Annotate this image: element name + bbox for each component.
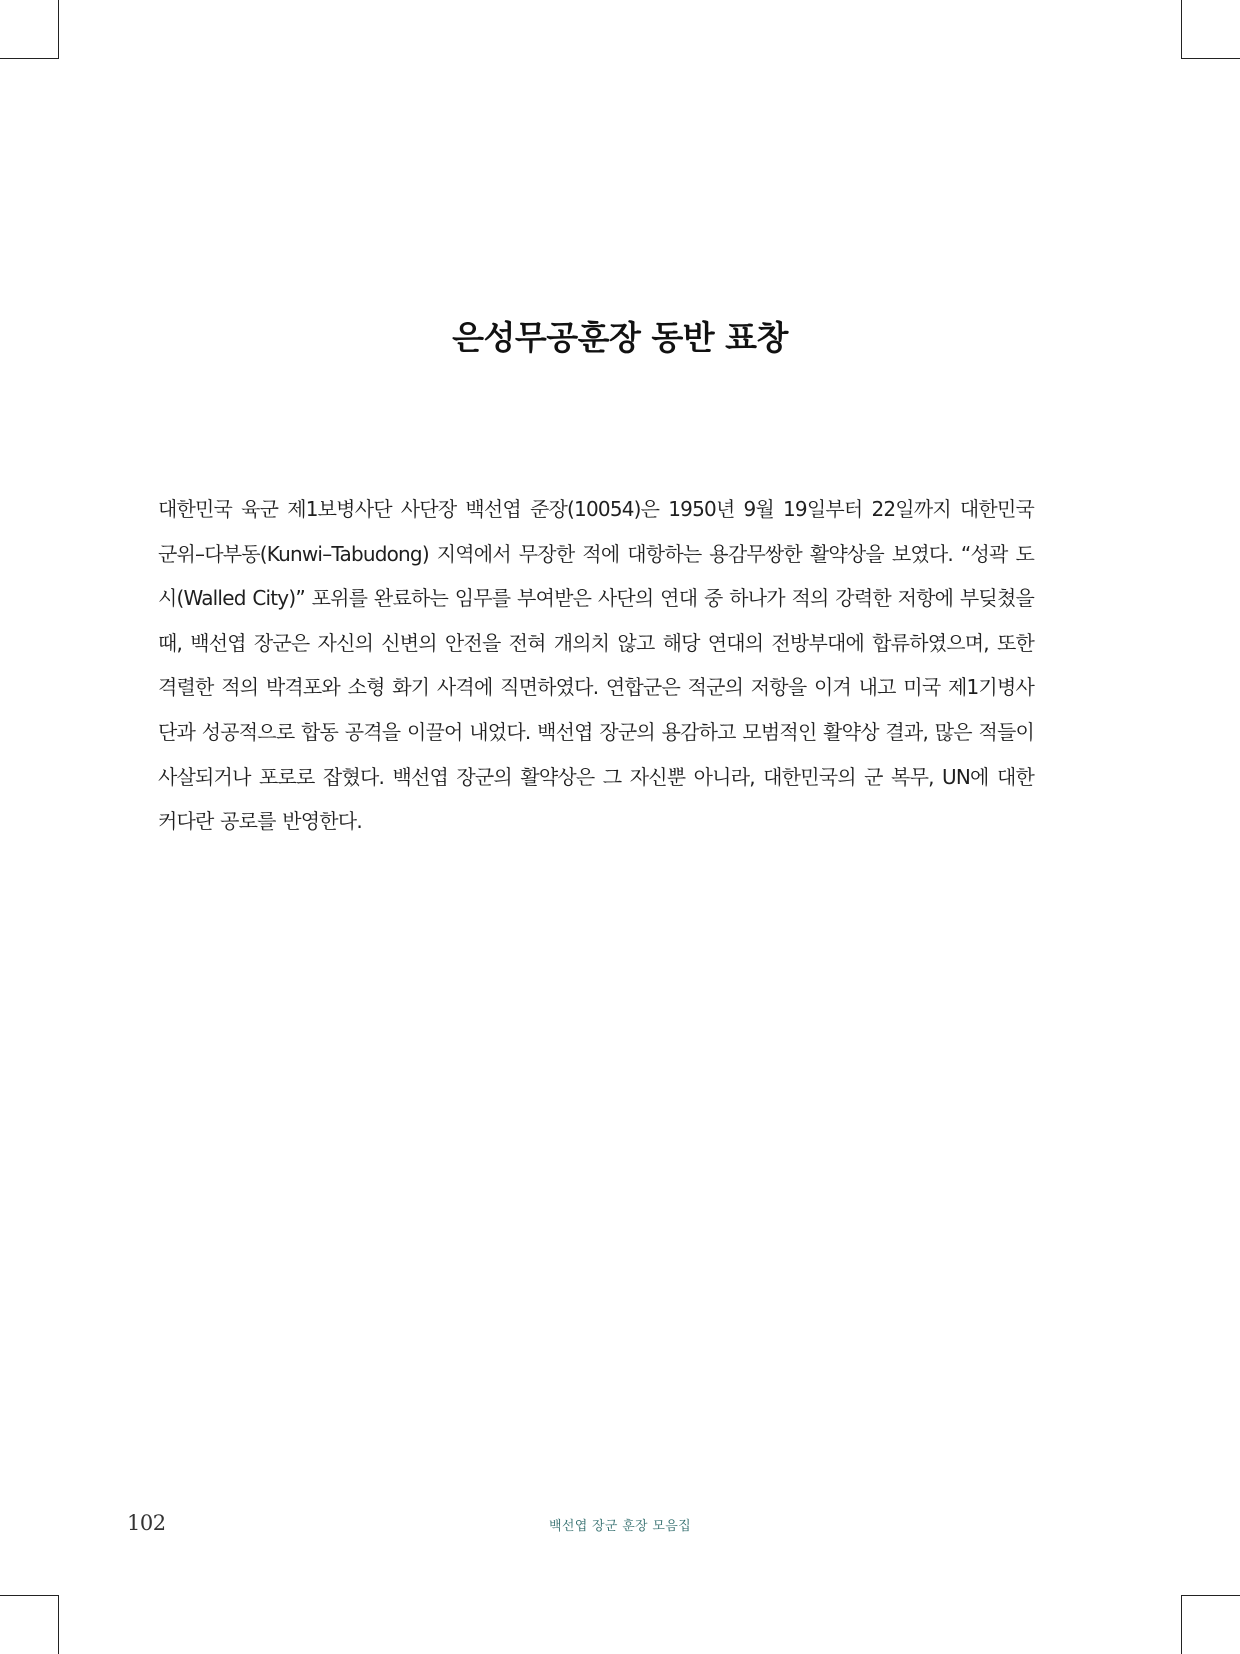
crop-mark-top-left-vertical <box>58 0 59 59</box>
crop-mark-top-left-horizontal <box>0 58 59 59</box>
crop-mark-bottom-right-vertical <box>1181 1595 1182 1654</box>
crop-mark-top-right-horizontal <box>1181 58 1240 59</box>
running-footer-title: 백선엽 장군 훈장 모음집 <box>549 1519 691 1534</box>
citation-body: 대한민국 육군 제1보병사단 사단장 백선엽 준장(10054)은 1950년 9월 19일부터 22일까지 대한민국 군위–다부동(Kunwi–Tabudong) 지역에서 무장한 적에 대항하는 용감무쌍한 활약상을 보였다. “성곽 도시(Walled City)” 포위를 완료하는 임무를 부여받은 사단의 연대 중 하나가 적의 강력한 저항에 부딪쳤을 때, 백선엽 장군은 자신의 신변의 안전을 전혀 개의치 않고 해당 연대의 전방부대에 합류하였으며, 또한 격렬한 적의 박격포와 소형 화기 사격에 직면하였다. 연합군은 적군의 저항을 이겨 내고 미국 제1기병사단과 성공적으로 합동 공격을 이끌어 내었다. 백선엽 장군의 용감하고 모범적인 활약상 결과, 많은 적들이 사살되거나 포로로 잡혔다. 백선엽 장군의 활약상은 그 자신뿐 아니라, 대한민국의 군 복무, UN에 대한 커다란 공로를 반영한다. <box>158 497 1034 834</box>
page-title: 은성무공훈장 동반 표창 <box>452 318 788 357</box>
crop-mark-top-right-vertical <box>1181 0 1182 59</box>
page-number: 102 <box>127 1511 166 1535</box>
crop-mark-bottom-left-horizontal <box>0 1595 59 1596</box>
crop-mark-bottom-left-vertical <box>58 1595 59 1654</box>
crop-mark-bottom-right-horizontal <box>1181 1595 1240 1596</box>
